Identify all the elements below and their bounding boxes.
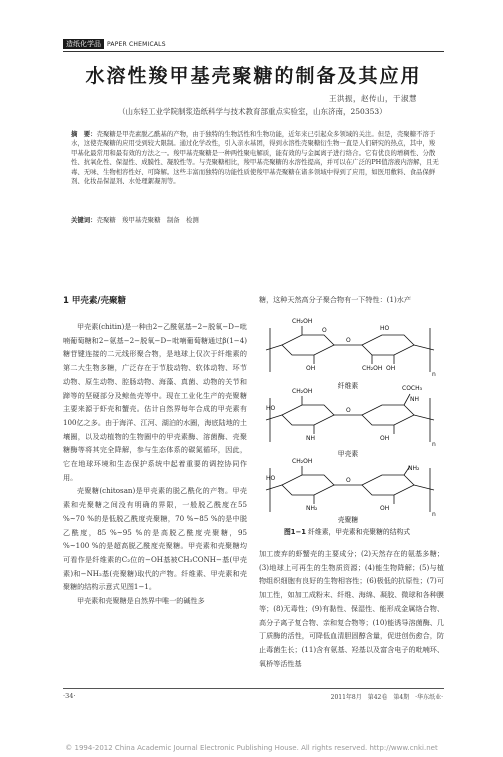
chitin-ch2oh-1: CH₂OH <box>292 388 313 395</box>
header-tag-en: PAPER CHEMICALS <box>107 40 166 48</box>
cellulose-ch2oh-2: CH₂OH <box>362 365 383 372</box>
page-number: ·34· <box>63 692 76 700</box>
figure-caption-number: 图1−1 <box>284 528 306 536</box>
chitin-nh: NH <box>306 435 315 442</box>
cellulose-o-bridge: O <box>346 337 351 344</box>
label-chitosan: 壳聚糖 <box>337 516 359 524</box>
cellulose-ho: HO <box>380 325 390 332</box>
left-column <box>63 320 247 608</box>
cellulose-oh-1: OH <box>306 365 316 372</box>
right-column-top: 糖，这种天然高分子聚合物有一下特性：(1)水产 <box>259 295 411 304</box>
chitin-cooch3: COCH₃ <box>402 385 423 392</box>
article-authors: 王洪振，赵传山，于淑慧 <box>329 94 417 103</box>
chitin-o-bridge: O <box>346 407 351 414</box>
chitosan-nh2-2: NH₂ <box>408 465 420 472</box>
section-header-tag <box>63 39 166 49</box>
keywords <box>71 215 439 224</box>
article-title: 水溶性羧甲基壳聚糖的制备及其应用 <box>85 65 422 87</box>
chitin-ho: HO <box>266 405 276 412</box>
article-affiliation: （山东轻工业学院制浆造纸科学与技术教育部重点实验室，山东济南，250353） <box>118 107 387 116</box>
abstract-text: 壳聚糖是甲壳素脱乙酰基的产物，由于独特的生物活性和生物功能，近年来已引起众多领域的关注。但是，壳聚糖不溶于水，这使壳聚糖的应用受到较大限制。通过化学改性，引入亲水基团，得到水溶性壳聚糖衍生物一直是人们研究的热点，其中，羧甲基化最常用和最有效的方法之一。羧甲基壳聚糖是一种两性聚电解质，能有效的与金属离子进行络合。它有优良的增稠性、分散性、抗氧化性、保湿性、成膜性、凝胶性等。与壳聚糖相比，羧甲基壳聚糖的水溶性提高，并可以在广泛的PH值溶液内溶解，且无毒、无味、生物相容性好、可降解。这些丰富而独特的功能性质使羧甲基壳聚糖在诸多领域中得到了应用，如医用敷料、食品保鲜剂、化妆品保湿剂、水处理絮凝剂等。 <box>71 130 439 186</box>
chitosan-ch2oh-1: CH₂OH <box>292 458 313 465</box>
chitosan-n: n <box>432 511 436 518</box>
header-rule <box>63 51 444 52</box>
label-chitin: 甲壳素 <box>337 450 359 458</box>
cellulose-n: n <box>432 371 436 378</box>
paragraph-chitosan: 壳聚糖(chitosan)是甲壳素的脱乙酰化的产物。甲壳素和壳聚糖之间没有明确的界限，一般脱乙酰度在55 %~70 %的是低脱乙酰度壳聚糖，70 %~85 %的是中脱乙酰度，85 %~95 %的是高脱乙酰度壳聚糖，95 %~100 %的是超高脱乙酰度壳聚糖。甲壳素和壳聚糖均可看作是纤维素的C₂位的−OH基被CH₃CONH−基(甲壳素)和−NH₂基(壳聚糖)取代的产物。纤维素、甲壳素和壳聚糖的结构示意式见图1−1。 <box>63 486 247 592</box>
cellulose-ch2oh-1: CH₂OH <box>292 318 313 325</box>
figure-caption-text: 纤维素，甲壳素和壳聚糖的结构式 <box>308 528 411 536</box>
keywords-label: 关键词： <box>71 216 97 224</box>
cellulose-oh-2: OH <box>386 365 396 372</box>
journal-info: 2011年8月 第42卷 第4期 ·华东纸业· <box>330 694 443 701</box>
label-cellulose: 纤维素 <box>337 382 359 390</box>
chitin-oh: OH <box>380 435 390 442</box>
copyright-line: © 1994-2012 China Academic Journal Electronic Publishing House. All rights reserved. http://www.cnki.net <box>65 744 438 752</box>
chitin-n: n <box>432 441 436 448</box>
chitin-nh-2: NH <box>410 396 419 403</box>
footer-rule <box>63 688 444 689</box>
keywords-text: 壳聚糖 羧甲基壳聚糖 制备 检测 <box>96 216 199 224</box>
section-title: 1 甲壳素/壳聚糖 <box>63 296 126 306</box>
chitosan-ho: HO <box>266 475 276 482</box>
paragraph-properties-start: 甲壳素和壳聚糖是自然界中唯一的碱性多 <box>77 596 205 606</box>
cellulose-o-1: O <box>322 327 327 334</box>
abstract-label: 摘 要： <box>71 130 97 138</box>
structure-figure <box>262 312 442 524</box>
figure-caption <box>284 526 410 536</box>
abstract <box>71 130 439 186</box>
chitosan-o-bridge: O <box>346 477 351 484</box>
chitosan-nh2-1: NH₂ <box>306 505 318 512</box>
right-column-bottom: 加工废弃的虾蟹壳的主要成分；(2)天然存在的氨基多糖；(3)地球上可再生的生物质资源；(4)能生物降解；(5)与植物组织细胞有良好的生物相容性；(6)极低的抗原性；(7)可加工性，如加工成粉末、纤维、海绵、凝胶、微球和各种膜等；(8)无毒性；(9)有黏性、保湿性、能形成金属络合物、高分子离子复合物、亲和复合物等；(10)能诱导溶菌酶、几丁质酶的活性，可降低血清胆固醇含量，促进创伤愈合，防止毒菌生长；(11)含有氨基、羟基以及富含电子的吡喃环、氧桥等活性基 <box>259 549 444 668</box>
chitosan-oh: OH <box>380 505 390 512</box>
header-tag-cn: 造纸化学品 <box>63 39 104 49</box>
paragraph-chitin: 甲壳素(chitin)是一种由2−乙酰氨基−2−脱氧−D−吡喃葡萄糖和2−氨基−2−脱氧−D−吡喃葡萄糖通过β(1−4)糖苷键连接的二元线形聚合物，是地球上仅次于纤维素的第二大生物多糖，广泛存在于节肢动物、软体动物、环节动物、原生动物、腔肠动物、海藻、真菌、动物的关节和蹄等的坚硬部分及鲸鱼壳等中。现在工业化生产的壳聚糖主要来源于虾壳和蟹壳。估计自然界每年合成的甲壳素有100亿之多。由于海洋、江河、湖泊的水圈，海底陆地的土壤圈，以及动植物的生物圈中的甲壳素酶、溶菌酶、壳聚糖酶等将其完全降解，参与生态体系的碳氮循环，因此，它在地球环境和生态保护系统中起着重要的调控协同作用。 <box>63 322 247 482</box>
